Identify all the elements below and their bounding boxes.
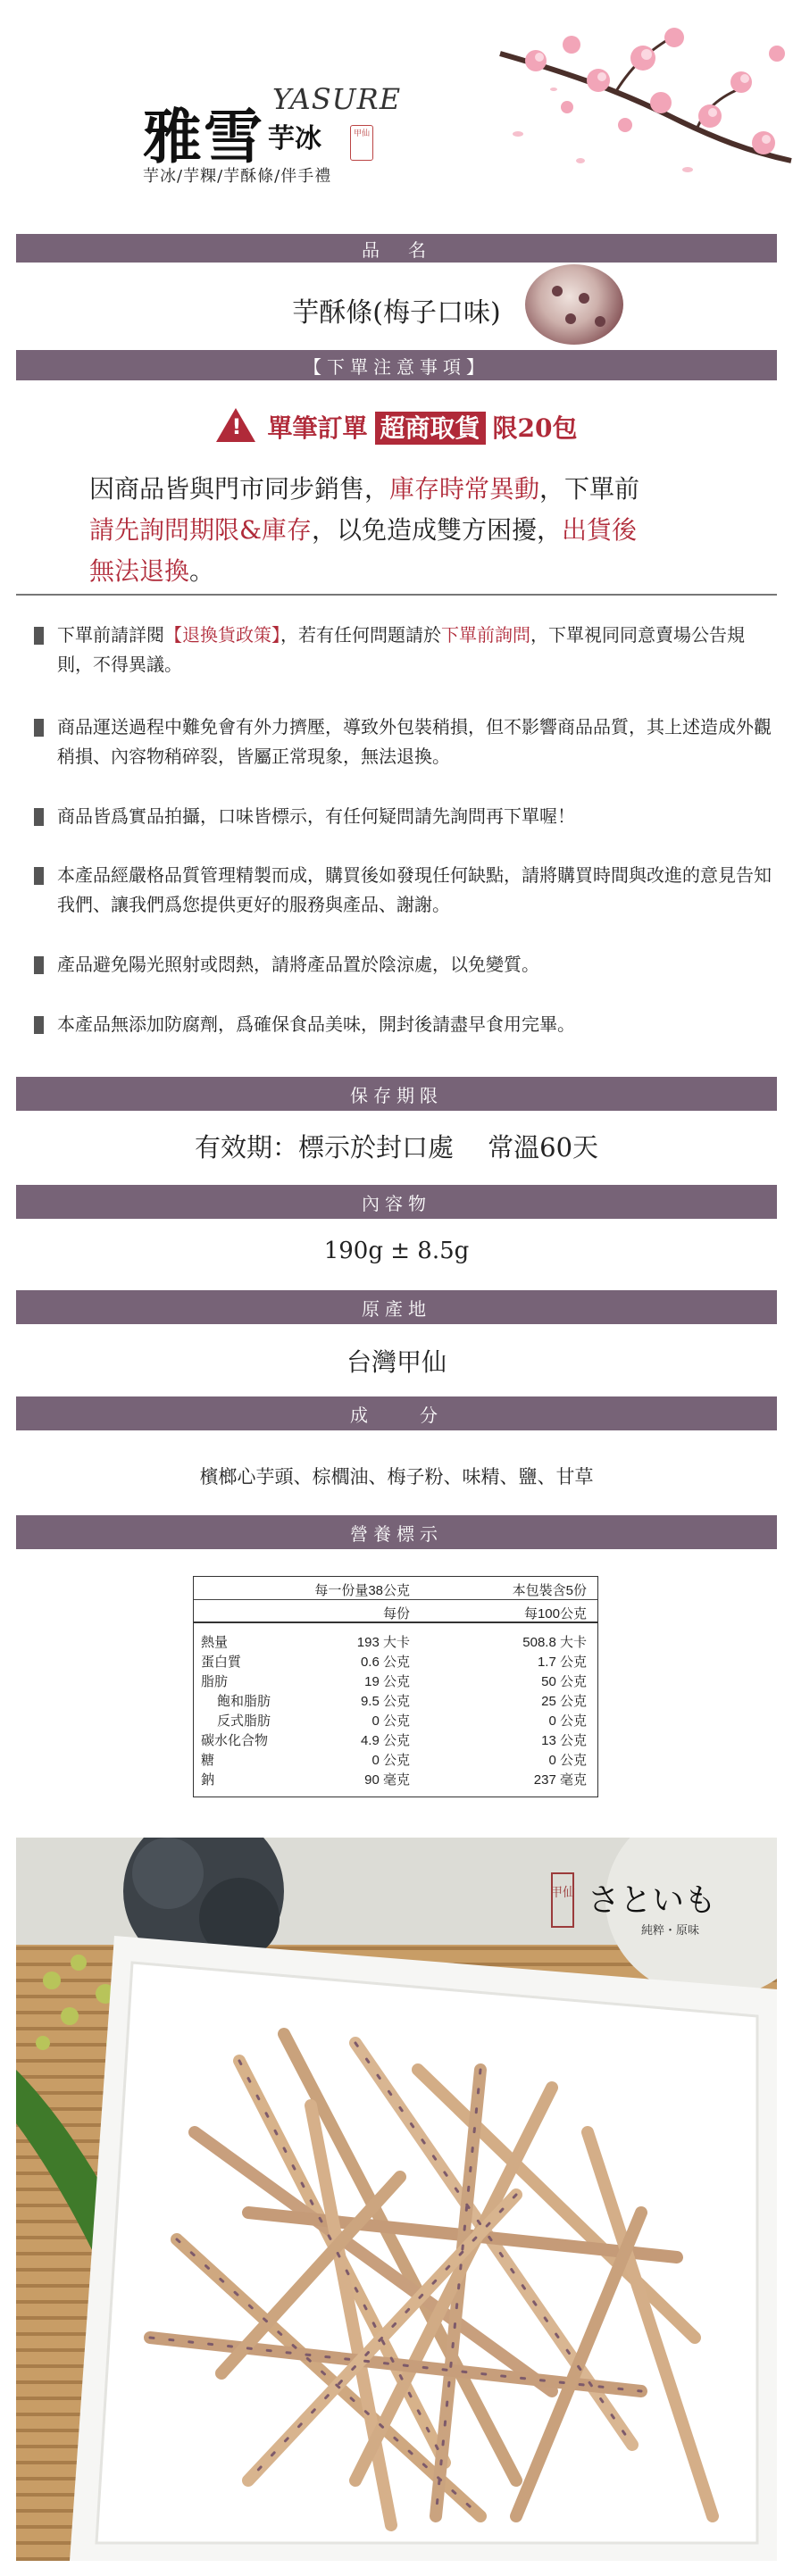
warning-badge: 超商取貨 xyxy=(375,412,486,445)
ingredient-value: 檳榔心芋頭、棕櫚油、梅子粉、味精、鹽、甘草 xyxy=(199,1466,594,1488)
nutrition-row: 鈉 90 毫克 237 毫克 xyxy=(201,1772,587,1788)
nutrition-row: 脂肪 19 公克 50 公克 xyxy=(201,1674,587,1689)
product-photo xyxy=(16,1838,777,2561)
nutrition-row: 蛋白質 0.6 公克 1.7 公克 xyxy=(201,1655,587,1670)
photo-stamp: 甲仙 xyxy=(550,1886,575,1900)
nutrition-header-row: 每一份量38公克 本包裝含5份 xyxy=(194,1577,597,1600)
brand-logo-english: YASURE xyxy=(272,82,402,116)
rule-item: 商品運送過程中難免會有外力擠壓，導致外包裝稍損，但不影響商品品質，其上述造成外觀稍損、內容物稍碎裂，皆屬正常現象，無法退換。 xyxy=(34,713,775,771)
order-notice-bar: 【下單注意事項】 xyxy=(16,350,777,380)
divider xyxy=(16,594,777,596)
shelf-life-value: 有效期：標示於封口處 常溫60天 xyxy=(194,1132,599,1163)
ingredient-bar: 成 分 xyxy=(16,1396,777,1430)
stock-notice: 因商品皆與門市同步銷售，庫存時常異動，下單前 請先詢問期限&庫存，以免造成雙方困擾，出貨後 無法退換。 xyxy=(89,474,640,586)
product-photo-illustration xyxy=(16,1838,777,2561)
order-limit-warning xyxy=(0,408,793,445)
cherry-blossom-illustration xyxy=(482,18,793,188)
nutrition-col-header: 每份 每100公克 xyxy=(194,1600,597,1623)
photo-brand-sub: 純粹・原味 xyxy=(641,1924,700,1938)
brand-stamp: 甲仙 xyxy=(350,125,373,161)
origin-value: 台灣甲仙 xyxy=(346,1347,447,1377)
product-name: 芋酥條(梅子口味) xyxy=(292,297,501,329)
content-bar: 內容物 xyxy=(16,1185,777,1219)
rule-item: 下單前請詳閱【退換貨政策】，若有任何問題請於下單前詢問，下單視同同意賣場公告規則，不得異議。 xyxy=(34,621,775,679)
nutrition-rows xyxy=(194,1632,597,1789)
nutrition-row: 飽和脂肪 9.5 公克 25 公克 xyxy=(217,1694,587,1709)
rule-item: 本產品經嚴格品質管理精製而成，購買後如發現任何缺點，請將購買時間與改進的意見告知我們、讓我們爲您提供更好的服務與產品、謝謝。 xyxy=(34,861,775,920)
origin-bar: 原產地 xyxy=(16,1290,777,1324)
warning-prefix: 單筆訂單 xyxy=(267,413,368,443)
product-name-bar: 品 名 xyxy=(16,234,777,263)
photo-brand-script: さといも xyxy=(588,1882,717,1919)
nutrition-table xyxy=(193,1576,598,1797)
nutrition-row: 反式脂肪 0 公克 0 公克 xyxy=(217,1713,587,1729)
shelf-life-bar: 保存期限 xyxy=(16,1077,777,1111)
content-value: 190g ± 8.5g xyxy=(323,1238,470,1264)
nutrition-row: 熱量 193 大卡 508.8 大卡 xyxy=(201,1635,587,1650)
warning-suffix: 限20包 xyxy=(492,413,578,443)
rule-item: 產品避免陽光照射或悶熱，請將產品置於陰涼處，以免變質。 xyxy=(34,950,775,980)
warning-icon xyxy=(216,408,255,442)
brand-tagline: 芋冰/芋粿/芋酥條/伴手禮 xyxy=(143,167,332,186)
nutrition-row: 糖 0 公克 0 公克 xyxy=(201,1753,587,1768)
nutrition-bar: 營養標示 xyxy=(16,1515,777,1549)
brand-logo-name: 雅雪 xyxy=(143,103,264,171)
product-thumbnail xyxy=(525,264,623,345)
header xyxy=(0,0,793,223)
brand-logo-sub: 芋冰 xyxy=(268,123,321,154)
nutrition-row: 碳水化合物 4.9 公克 13 公克 xyxy=(201,1733,587,1748)
rule-item: 商品皆爲實品拍攝，口味皆標示，有任何疑問請先詢問再下單喔！ xyxy=(34,802,775,831)
rule-item: 本產品無添加防腐劑，爲確保食品美味，開封後請盡早食用完畢。 xyxy=(34,1010,775,1039)
